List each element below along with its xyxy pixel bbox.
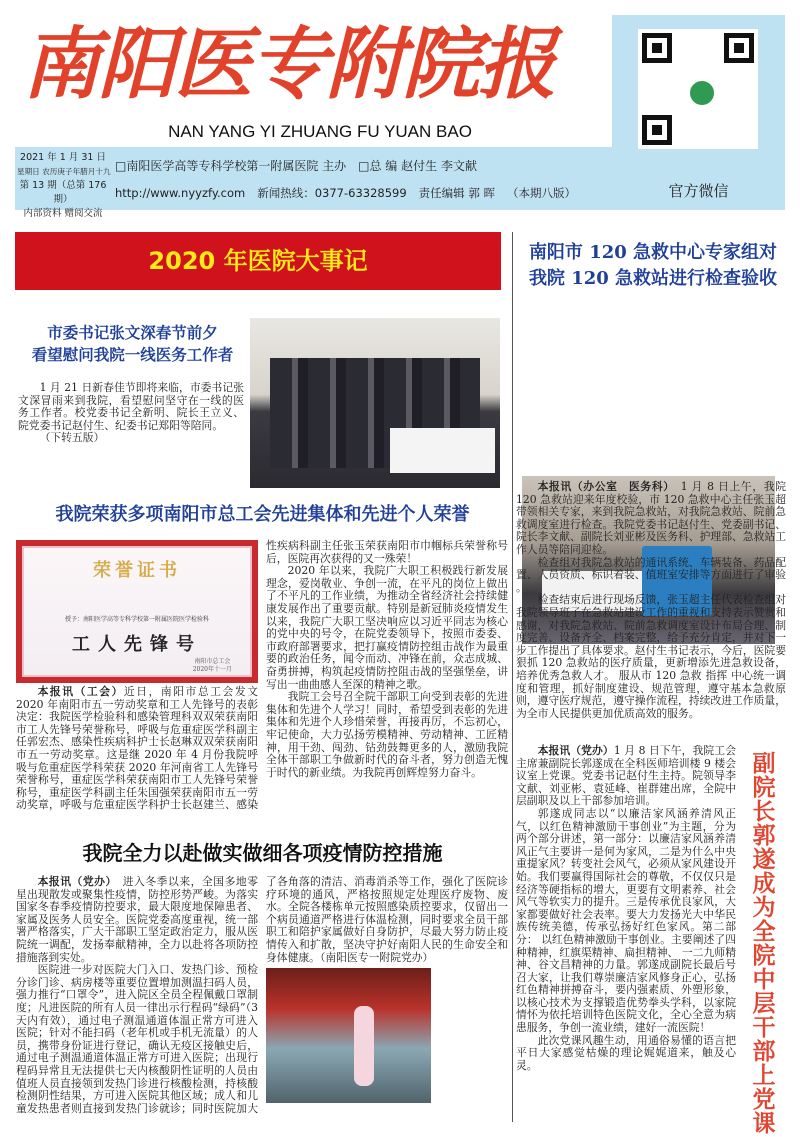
article3-headline: 我院全力以赴做实做细各项疫情防控措施	[82, 841, 443, 865]
issue-note: 内部资料 赠阅交流	[23, 208, 103, 219]
masthead-pinyin: NAN YANG YI ZHUANG FU YUAN BAO	[168, 122, 472, 141]
article2-p1: 近日，南阳市总工会发文 2020 年南阳市五一劳动奖章和工人先锋号的表彰决定：我院医学检验科和感染管理科双双荣获南阳市工人先锋号荣誉称号，呼吸与危重症医学科副主任郭宏杰、感染性疾病科护士长赵琳双双荣获南阳市五一劳动奖章。这是继 2020 年 4 月份我院呼吸与危重症医学科荣获 2020 年河南省工人先锋号荣誉称号，重症医学科荣获南阳市工人先锋号荣誉称号，重症医学科副主任朱国强荣获南阳市五一劳动奖章，呼吸与危重症医学科护士长赵建兰、感染性疾病科副主任张玉荣获南阳市巾帼标兵荣誉称号后，医院再次获得的又一殊荣！	[16, 539, 508, 812]
sponsor: □南阳医学高等专科学校第一附属医院 主办	[115, 159, 347, 173]
article3-p2: 医院进一步对医院大门入口、发热门诊、预检分诊门诊、病房楼等重要位置增加测温扫码人员，强力推行“口罩令”，进入院区全员全程佩戴口罩制度；凡进医院的所有人员一律出示行程码“绿码”（3 天内有效），通过电子测温通道体温正常方可进入医院；针对不能扫码（老年机或手机无流量）的人员，携带身份证进行登记，确认无疫区接触史后，通过电子测温通道体温正常方可进入医院；出现行程码异常且无法提供七天内核酸阴性证明的人员由值班人员直接领到发热门诊进行核酸检测，持核酸检测阴性结果，方可进入医院其他区域；成人和儿童发热患者则直接到发热门诊就诊；同时医院加大了各角落的清洁、消毒消杀等工作，强化了医院诊疗环境的通风，严格按照规定处理医疗废物、废水。全院各楼栋单元按照感染质控要求，仅留出一个病员通道严格进行体温检测，同时要求全员干部职工和陪护家属做好自身防护，尽最大努力防止疫情传入和扩散，坚决守护好南阳人民的生命安全和身体健康。	[16, 875, 508, 1115]
article3-lead: 本报讯（党办）	[37, 875, 112, 888]
article4-title-line1: 南阳市 120 急救中心专家组对	[528, 242, 778, 263]
qr-code-icon[interactable]	[638, 29, 758, 149]
article4-body	[516, 481, 786, 720]
section-banner: 2020 年医院大事记	[15, 232, 501, 290]
article2-text	[16, 540, 508, 832]
article2-headline: 我院荣获多项南阳市总工会先进集体和先进个人荣誉	[55, 504, 470, 525]
issue-weekday: 星期日 农历庚子年腊月十九	[17, 167, 111, 176]
issue-date-block	[17, 151, 109, 221]
issue-number: 第 13 期（总第 176 期）	[19, 180, 107, 205]
issue-info-bar	[15, 147, 612, 219]
article1-headline	[15, 322, 250, 366]
column-divider	[512, 232, 513, 1122]
article3-byline: （南阳医专一附院党办）	[319, 950, 434, 964]
article4-lead: 本报讯（办公室 医务科）	[537, 480, 670, 493]
article1-continued: （下转五版）	[39, 431, 105, 445]
article3-photo	[266, 968, 431, 1103]
edition: （本期八版）	[506, 186, 576, 200]
article1-body	[18, 382, 244, 445]
article1-text: 1 月 21 日新春佳节即将来临，市委书记张文深冒雨来到我院，看望慰问坚守在一线的医务工作者。校党委书记全新明、院长王立义、院党委书记赵付生、纪委书记郑阳等陪同。	[18, 381, 244, 432]
article5-p1: 1 月 8 日下午，我院工会主席兼副院长郭遂成在全科医师培训楼 9 楼会议室上党课。党委书记赵付生主持。院领导李文献、刘亚彬、袁延峰、崔群建出席，全院中层副职及以上干部参加培训。	[516, 744, 737, 808]
article4-title-line2: 我院 120 急救站进行检查验收	[528, 268, 778, 289]
article3-p1: 进入冬季以来，全国多地零星出现散发或聚集性疫情，防控形势严峻。为落实国家冬春季疫情防控要求，最大限度地保障患者、家属及医务人员安全。医院党委高度重视，统一部署严格落实，广大干部职工坚定政治定力，服从医院统一调配，发扬奉献精神，全力以赴将各项防控措施落到实处。	[16, 875, 259, 964]
article2-p2: 2020 年以来，我院广大职工积极践行新发展理念，爱岗敬业、争创一流，在平凡的岗位上做出了不平凡的工作业绩，为推动全省经济社会持续健康发展作出了重要贡献。特别是新冠肺炎疫情发生以来，我院广大职工坚决响应以习近平同志为核心的党中央的号令，在院党委领导下，按照市委委、市政府部署要求，把打赢疫情防控组击战作为最重要的政治任务，闻令而动、冲锋在前，众志成城、奋勇拼搏，构筑起疫情防控阻击战的坚强堡垒，讲写出一曲曲感人至深的精神之歌。	[266, 564, 508, 691]
issue-date: 2021 年 1 月 31 日	[20, 152, 106, 163]
certificate-photo	[16, 540, 258, 683]
article5-vertical-headline: 副院长郭遂成为全院中层干部上党课	[752, 750, 776, 1137]
article3-text	[16, 876, 508, 1122]
hotline: 新闻热线：0377-63328599	[257, 186, 407, 200]
article5-p3: 此次党课风趣生动，用通俗易懂的语言把平日大家感觉枯燥的理论娓娓道来，触及心灵。	[516, 1033, 736, 1072]
article4-headline	[518, 240, 788, 292]
hospital-logo-icon	[687, 78, 717, 108]
wechat-qr-panel	[612, 15, 785, 210]
certificate-heading: 荣誉证书	[93, 560, 181, 581]
article5-body	[516, 745, 736, 1072]
article1-photo	[250, 318, 500, 488]
article5-p2: 郭遂成同志以“以廉洁家风涵养清风正气，以红色精神激励干事创业”为主题，分为两个部分讲述，第一部分：以廉洁家风涵养清风正气主要讲一是何为家风，二是为什么中央重提家风？转变社会风气，必须从家风建设开始。我们要赢得国际社会的尊敬，不仅仅只是经济等硬指标的增大，更要有文明素养、社会风气等软实力的提升。三是传承优良家风，大家都要做好社会表率。要大力发扬光大中华民族传统美德，传承弘扬好红色家风。第二部分： 以红色精神激励干事创业。主要阐述了四种精神，红旗渠精神、扁担精神、 一二九师精神、谷文昌精神的力量。郭遂成副院长最后号召大家，让我们尊崇廉洁家风修身正心，弘扬红色精神拼搏奋斗，要内强素质、外塑形象，以核心技术为支撑锻造优势拳头学科，以家院情怀为依托培训特色医院文化，全心全意为病患服务，争创一流业绩，建好一流医院！	[516, 806, 736, 1035]
wechat-label: 官方微信	[668, 183, 729, 200]
certificate-issuer: 南阳市总工会	[194, 658, 231, 665]
certificate-date: 2020年十一月	[192, 666, 232, 673]
article4-p2: 检查组对我院急救站的通讯系统、车辆装备、药品配置、人员资质、标识着装、值班室安排等方面进行了审验 。	[516, 555, 786, 594]
certificate-recipient: 授予：南阳医学高等专科学校第一附属医院医学检验科	[64, 616, 209, 623]
chief-editor: □总 编 赵付生 李文献	[358, 159, 477, 173]
masthead-logo: 南阳医专附院报	[22, 19, 555, 110]
article2-p3: 我院工会号召全院干部职工向受到表彰的先进集体和先进个人学习！同时，希望受到表彰的先进集体和先进个人珍惜荣誉，再接再厉，不忘初心，牢记使命，大力弘扬劳模精神、劳动精神、工匠精神，用干劲、闯劲、钻劲鼓舞更多的人，激励我院全体干部职工争做新时代的奋斗者，努力创造无愧于时代的新业绩。为我院再创辉煌努力奋斗。	[266, 690, 508, 779]
certificate-award: 工人先锋号	[72, 634, 202, 655]
website-link[interactable]: http://www.nyyzfy.com	[115, 186, 246, 200]
article4-p1: 1 月 8 日上午，我院 120 急救站迎来年度校验，市 120 急救中心主任张玉超带领相关专家，来到我院急救站，对我院急救站、院前急救调度室进行检查。我院党委书记赵付生、党委副书记、院长李文献、副院长刘亚彬及医务科、护理部、急救站工作人员等陪同迎检。	[516, 480, 786, 556]
article5-lead: 本报讯（党办）	[537, 744, 614, 757]
editor: 责任编辑 郭 晖	[418, 186, 495, 200]
article4-p3: 检查结束后进行现场反馈，张玉超主任代表检查组对我院领导班子在急救站建设工作的重视和支持表示赞赏和感谢，对我院急救站、院前急救调度室设计布局合理、制度完善、设备齐全、档案完整，给予充分肯定，并对下一步工作提出了具体要求。赵付生书记表示，今后，医院要狠抓 120 急救站的医疗质量，更新增添先进急救设备，培养优秀急救人才。 服从市 120 急救 指挥 中心统一调度和管理，抓好制度建设、规范管理，遵守基本急救原则，遵守医疗规范，遵守操作流程，持续改进工作质量，为全市人民提供更加优质高效的服务。	[516, 593, 786, 720]
article1-title-line1: 市委书记张文深春节前夕	[47, 324, 218, 342]
article1-title-line2: 看望慰问我院一线医务工作者	[31, 346, 234, 364]
article2-lead: 本报讯（工会）	[37, 685, 124, 698]
